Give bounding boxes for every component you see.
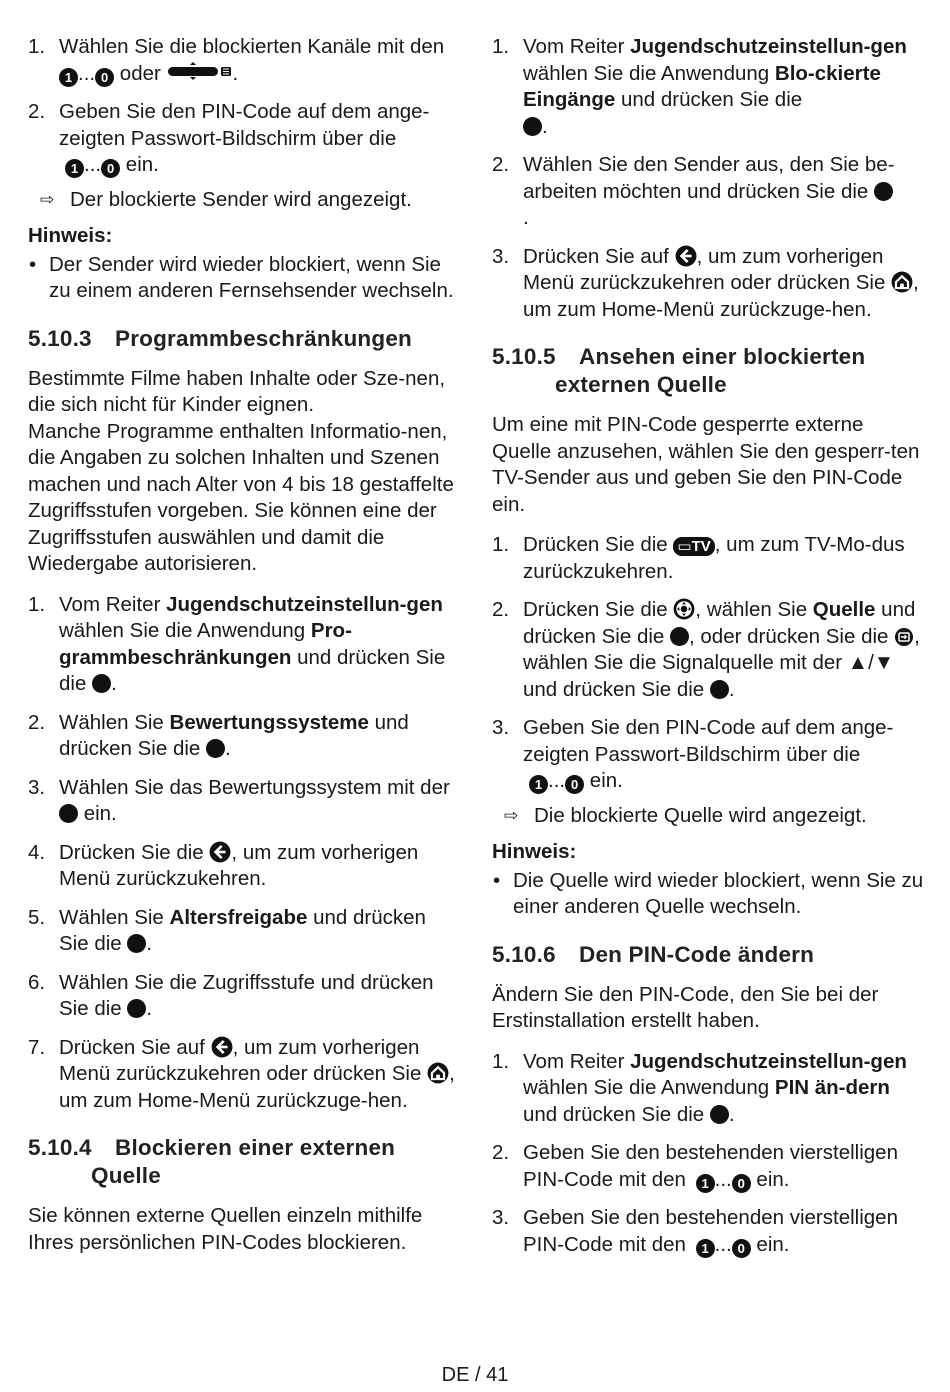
right-column bbox=[492, 34, 924, 1270]
step-text: Vom Reiter bbox=[523, 1049, 631, 1073]
menu-app-name: Pro-grammbeschränkungen bbox=[59, 619, 352, 669]
step-text: Geben Sie den bestehenden vierstelligen PIN-Code mit den bbox=[523, 1141, 898, 1191]
step-text: und drücken Sie die bbox=[59, 905, 426, 955]
ellipsis: ... bbox=[548, 769, 566, 792]
list-item bbox=[28, 34, 460, 87]
menu-tab-name: Jugendschutzeinstellun-gen bbox=[630, 1049, 907, 1073]
list-item bbox=[492, 715, 924, 795]
paragraph bbox=[492, 412, 924, 518]
paragraph bbox=[492, 982, 924, 1035]
paragraph bbox=[28, 1203, 460, 1256]
step-number: 2. bbox=[28, 100, 46, 123]
change-pin-steps bbox=[492, 1049, 924, 1259]
step-text: . bbox=[146, 997, 153, 1020]
step-text: ein. bbox=[584, 769, 623, 792]
step-text: Geben Sie den PIN-Code auf dem ange-zeigten Passwort-Bildschirm über die bbox=[523, 716, 894, 766]
number-one-key-icon: 1 bbox=[529, 775, 548, 794]
menu-tab-name: Jugendschutzeinstellun-gen bbox=[630, 35, 907, 58]
arrow-keys-icon: ▲/▼ bbox=[847, 651, 895, 674]
ok-button-icon bbox=[710, 1105, 729, 1124]
list-item bbox=[28, 592, 460, 698]
step-text: , um zum TV-Mo-dus zurückzukehren. bbox=[523, 533, 905, 583]
step-number: 2. bbox=[492, 153, 510, 176]
list-item bbox=[492, 1140, 924, 1193]
step-number: 4. bbox=[28, 840, 46, 864]
ellipsis: ... bbox=[84, 153, 102, 176]
home-button-icon bbox=[427, 1062, 449, 1084]
step-text: Drücken Sie auf bbox=[59, 1035, 211, 1059]
note-item bbox=[492, 868, 924, 921]
result-line bbox=[28, 187, 460, 214]
menu-app-name: Blo-ckierte Eingänge bbox=[523, 61, 881, 111]
step-number: 2. bbox=[492, 1141, 510, 1164]
step-text: Wählen Sie die blockierten Kanäle mit den bbox=[59, 35, 445, 58]
step-text: . bbox=[542, 114, 548, 138]
ok-button-icon bbox=[710, 680, 729, 699]
section-heading bbox=[492, 941, 924, 969]
menu-item-name: Altersfreigabe bbox=[169, 905, 308, 929]
number-one-key-icon: 1 bbox=[696, 1239, 715, 1258]
number-zero-key-icon: 0 bbox=[95, 68, 114, 87]
step-text: Drücken Sie die bbox=[59, 840, 210, 864]
step-number: 1. bbox=[28, 35, 46, 58]
list-item bbox=[492, 597, 924, 703]
step-text: , um zum vorherigen Menü zurückzukehren oder drücken Sie bbox=[523, 244, 892, 294]
paragraph-text: Ändern Sie den PIN-Code, den Sie bei der Erstinstallation erstellt haben. bbox=[492, 982, 879, 1032]
list-item bbox=[492, 34, 924, 140]
section-number: 5.10.4 bbox=[28, 1135, 92, 1160]
step-text: und drücken Sie die bbox=[523, 677, 710, 701]
note-list bbox=[28, 252, 460, 305]
number-one-key-icon: 1 bbox=[59, 68, 78, 87]
step-text: Drücken Sie die bbox=[523, 598, 674, 621]
step-number: 6. bbox=[28, 970, 46, 994]
page-number: DE / 41 bbox=[441, 1364, 509, 1386]
bullet-icon: • bbox=[493, 868, 501, 892]
step-number: 1. bbox=[492, 35, 510, 58]
list-item bbox=[28, 775, 460, 828]
step-number: 1. bbox=[492, 1049, 510, 1073]
step-text: Vom Reiter bbox=[59, 592, 167, 616]
step-text: ein. bbox=[750, 1232, 790, 1256]
note-text: Die Quelle wird wieder blockiert, wenn Sie zu einer anderen Quelle wechseln. bbox=[513, 868, 924, 918]
list-item bbox=[28, 840, 460, 893]
step-text: und drücken Sie die bbox=[615, 88, 803, 111]
step-number: 2. bbox=[28, 710, 46, 734]
paragraph-text: Manche Programme enthalten Informatio-nen, die Angaben zu solchen Inhalten und Szenen machen und nach Alter von 4 bis 18 gestaffelte Zugriffsstufen vorgeben. Sie können eine der Zugriffsstufen auswählen und damit die Wiedergabe autorisieren. bbox=[28, 419, 454, 575]
back-button-icon bbox=[211, 1036, 233, 1058]
back-button-icon bbox=[209, 841, 231, 863]
step-text: und drücken Sie die bbox=[59, 645, 446, 695]
step-text: wählen Sie die Anwendung bbox=[59, 619, 311, 642]
block-input-steps-list bbox=[492, 34, 924, 323]
ok-button-icon bbox=[523, 117, 542, 136]
list-item bbox=[492, 244, 924, 324]
ok-button-icon bbox=[59, 804, 78, 823]
step-text: . bbox=[146, 932, 153, 955]
source-button-icon bbox=[894, 627, 914, 647]
result-text: Der blockierte Sender wird angezeigt. bbox=[70, 187, 412, 211]
step-number: 5. bbox=[28, 905, 46, 929]
step-text: . bbox=[728, 677, 735, 701]
step-text: Vom Reiter bbox=[523, 35, 631, 58]
navigation-button-icon bbox=[673, 598, 695, 620]
step-text: oder bbox=[114, 61, 167, 85]
step-text: , oder drücken Sie die bbox=[689, 624, 895, 648]
step-text: Wählen Sie die Zugriffsstufe und drücken Sie die bbox=[59, 970, 434, 1020]
tv-button-icon bbox=[673, 537, 714, 556]
number-one-key-icon: 1 bbox=[696, 1174, 715, 1193]
ellipsis: ... bbox=[78, 61, 96, 85]
bullet-icon: • bbox=[29, 252, 37, 276]
menu-app-name: PIN än-dern bbox=[774, 1076, 890, 1099]
step-number: 2. bbox=[492, 598, 510, 621]
step-number: 3. bbox=[492, 244, 510, 268]
step-number: 3. bbox=[28, 775, 46, 799]
note-list bbox=[492, 868, 924, 921]
step-text: , um zum Home-Menü zurückzuge-hen. bbox=[59, 1062, 455, 1112]
paragraph bbox=[28, 419, 460, 578]
menu-item-name: Bewertungssysteme bbox=[169, 710, 369, 734]
section-number: 5.10.3 bbox=[28, 325, 92, 351]
step-text: Geben Sie den PIN-Code auf dem ange-zeigten Passwort-Bildschirm über die bbox=[59, 100, 430, 150]
section-number: 5.10.5 bbox=[492, 344, 556, 369]
step-text: , um zum vorherigen Menü zurückzukehren. bbox=[59, 840, 419, 890]
note-text: Der Sender wird wieder blockiert, wenn Sie zu einem anderen Fernsehsender wechseln. bbox=[49, 252, 454, 302]
step-text: und drücken Sie die bbox=[523, 598, 916, 648]
number-zero-key-icon: 0 bbox=[565, 775, 584, 794]
list-item bbox=[28, 710, 460, 763]
step-text: . bbox=[523, 206, 529, 229]
ok-button-icon bbox=[127, 934, 146, 953]
number-zero-key-icon: 0 bbox=[101, 159, 120, 178]
step-text: , um zum vorherigen Menü zurückzukehren oder drücken Sie bbox=[59, 1035, 428, 1085]
step-number: 3. bbox=[492, 716, 510, 739]
paragraph-text: Bestimmte Filme haben Inhalte oder Sze-nen, die sich nicht für Kinder eignen. bbox=[28, 366, 446, 416]
number-zero-key-icon: 0 bbox=[732, 1239, 751, 1258]
ok-button-icon bbox=[206, 739, 225, 758]
result-text: Die blockierte Quelle wird angezeigt. bbox=[534, 803, 867, 827]
list-item bbox=[492, 532, 924, 585]
section-heading bbox=[492, 343, 924, 399]
step-number: 7. bbox=[28, 1035, 46, 1059]
step-text: ein. bbox=[120, 153, 159, 176]
note-title: Hinweis: bbox=[492, 840, 577, 863]
step-text: ein. bbox=[750, 1167, 790, 1191]
program-restriction-steps bbox=[28, 592, 460, 1115]
paragraph-text: Sie können externe Quellen einzeln mithilfe Ihres persönlichen PIN-Codes blockieren. bbox=[28, 1204, 423, 1254]
result-line bbox=[492, 803, 924, 830]
list-item bbox=[28, 1035, 460, 1115]
result-arrow-icon: ⇨ bbox=[504, 805, 519, 825]
paragraph-text: Um eine mit PIN-Code gesperrte externe Quelle anzusehen, wählen Sie den gesperr-ten TV-Sender aus und geben Sie den PIN-Code ein. bbox=[492, 413, 920, 516]
list-item bbox=[28, 905, 460, 958]
section-heading bbox=[28, 1134, 460, 1190]
ellipsis: ... bbox=[714, 1167, 732, 1191]
step-text: , wählen Sie bbox=[695, 598, 813, 621]
home-button-icon bbox=[891, 271, 913, 293]
paragraph bbox=[28, 366, 460, 419]
unlock-steps-list bbox=[28, 34, 460, 179]
section-title: Programmbeschränkungen bbox=[115, 325, 412, 351]
note-item bbox=[28, 252, 460, 305]
step-text: . bbox=[232, 61, 239, 85]
section-title: Blockieren einer externen Quelle bbox=[91, 1135, 396, 1188]
section-title: Den PIN-Code ändern bbox=[579, 941, 815, 967]
number-one-key-icon: 1 bbox=[65, 159, 84, 178]
step-text: ein. bbox=[78, 802, 117, 825]
step-text: . bbox=[225, 737, 231, 760]
list-item bbox=[492, 152, 924, 232]
step-text: Drücken Sie auf bbox=[523, 244, 675, 268]
tv-button-label: TV bbox=[691, 538, 711, 555]
back-button-icon bbox=[675, 245, 697, 267]
step-number: 1. bbox=[28, 592, 46, 616]
ok-button-icon bbox=[670, 627, 689, 646]
number-zero-key-icon: 0 bbox=[732, 1174, 751, 1193]
step-text: wählen Sie die Anwendung bbox=[523, 1076, 775, 1099]
list-item bbox=[28, 99, 460, 179]
step-text: Wählen Sie den Sender aus, den Sie be-arbeiten möchten und drücken Sie die bbox=[523, 153, 895, 203]
step-number: 3. bbox=[492, 1206, 510, 1229]
channel-rocker-icon bbox=[167, 61, 233, 81]
note-title: Hinweis: bbox=[28, 224, 113, 247]
step-text: , um zum Home-Menü zurückzuge-hen. bbox=[523, 271, 919, 321]
step-text: wählen Sie die Anwendung bbox=[523, 61, 775, 85]
step-text: Drücken Sie die bbox=[523, 533, 674, 556]
step-text: Wählen Sie das Bewertungssystem mit der bbox=[59, 775, 450, 799]
ok-button-icon bbox=[127, 999, 146, 1018]
menu-item-name: Quelle bbox=[812, 598, 876, 621]
step-text: . bbox=[728, 1102, 735, 1126]
list-item bbox=[492, 1205, 924, 1258]
menu-tab-name: Jugendschutzeinstellun-gen bbox=[166, 592, 443, 616]
step-text: Wählen Sie bbox=[59, 710, 170, 734]
left-column bbox=[28, 34, 460, 1270]
ok-button-icon bbox=[92, 674, 111, 693]
step-text: , wählen Sie die Signalquelle mit der bbox=[523, 624, 920, 674]
result-arrow-icon: ⇨ bbox=[40, 189, 55, 209]
section-title: Ansehen einer blockierten externen Quelle bbox=[555, 344, 866, 397]
step-number: 1. bbox=[492, 533, 510, 556]
step-text: und drücken Sie die bbox=[523, 1102, 710, 1126]
step-text: . bbox=[111, 672, 117, 695]
tv-screen-icon: ▭ bbox=[677, 538, 692, 555]
step-text: und drücken Sie die bbox=[59, 710, 409, 760]
section-number: 5.10.6 bbox=[492, 941, 556, 967]
ellipsis: ... bbox=[714, 1232, 732, 1256]
view-blocked-source-steps bbox=[492, 532, 924, 795]
section-heading bbox=[28, 325, 460, 353]
list-item bbox=[28, 970, 460, 1023]
list-item bbox=[492, 1049, 924, 1129]
step-text: Wählen Sie bbox=[59, 905, 170, 929]
step-text: Geben Sie den bestehenden vierstelligen PIN-Code mit den bbox=[523, 1206, 898, 1256]
ok-button-icon bbox=[874, 182, 893, 201]
